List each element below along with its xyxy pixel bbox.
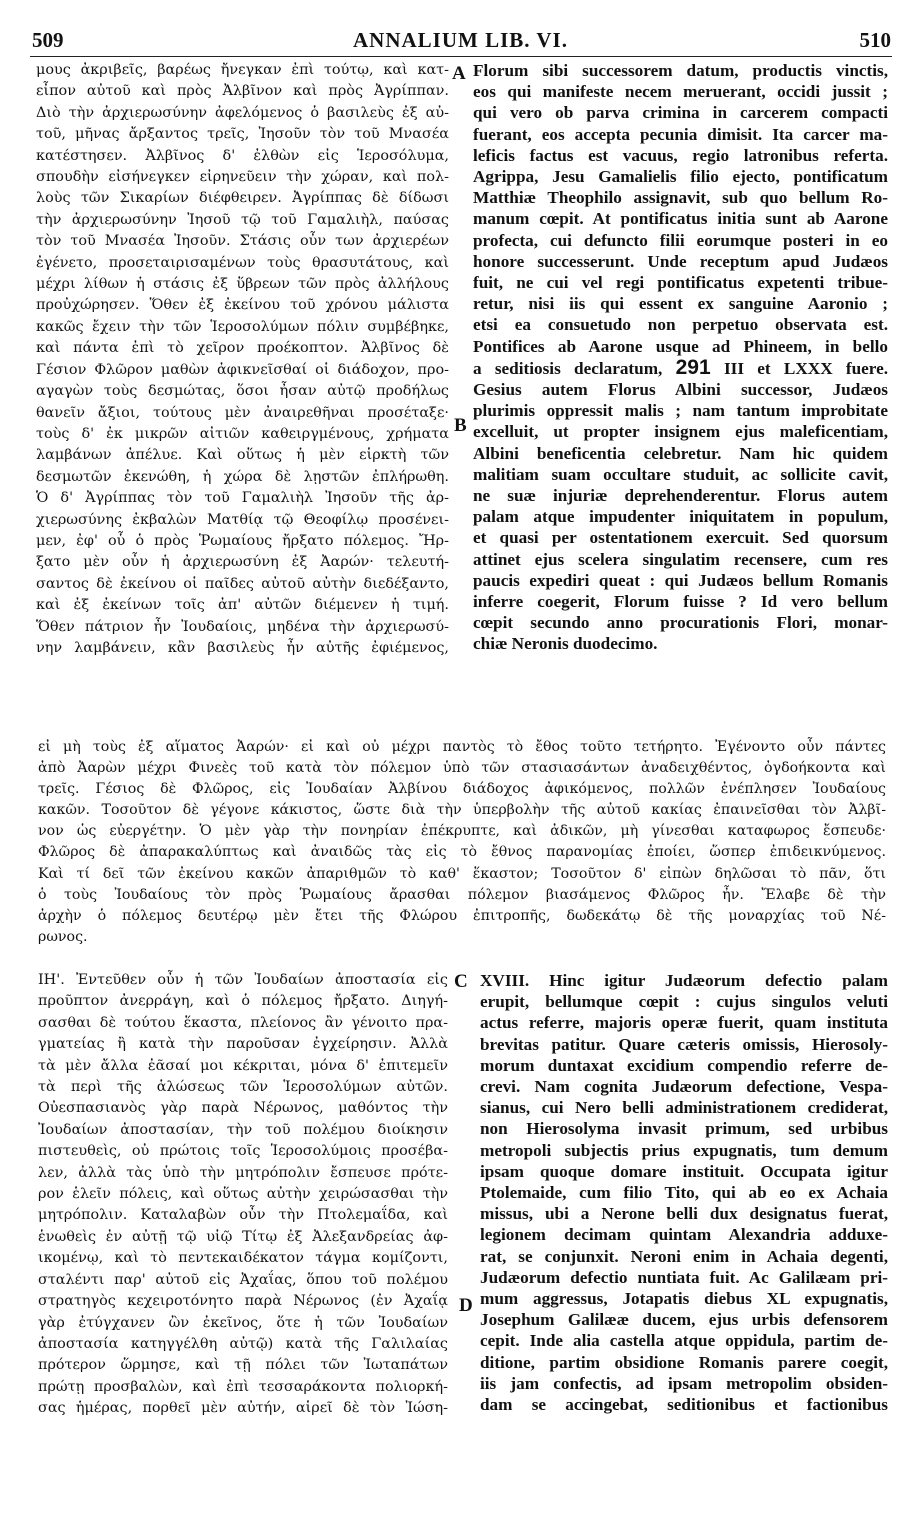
greek-line: Ὅθεν πάτριον ἦν Ἰουδαίοις, μηδένα τὴν ἀρχιερωσύ- [36,618,449,635]
latin-line: metropoli subjectis prius expugnatis, tum demum [480,1140,888,1160]
greek-line: μητρόπολιν. Καταλαβὼν οὖν τὴν Πτολεμαΐδα, καὶ [38,1207,448,1224]
latin-line: et quasi per ostentationem exercuit. Sed quorsum [473,528,888,548]
greek-line: προῦπτον ἀνερράγη, καὶ ὁ πόλεμος ἤρξατο. Διηγή- [38,993,448,1010]
greek-line: στρατηγὸς κεχειροτόνητο παρὰ Νέρωνος (ἐν Ἀχαΐᾳ [38,1293,448,1310]
greek-line: αγαγὼν τοὺς δεσμώτας, ὅσοι ἦσαν αὐτῷ προδήλως [36,383,449,400]
greek-line: ἐγένετο, προσεταιρισαμένων τοὺς θρασυτάτους, καὶ [36,254,449,271]
latin-line: Agrippa, Jesu Gamalielis filio ejecto, pontificatum [473,167,888,187]
greek-line: τοῦ, μῆνας ἄρξαντος τρεῖς, Ἰησοῦν τὸν τοῦ Μνασέα [36,126,449,143]
greek-line: ρον ἑλεῖν πόλεις, καὶ οὕτως αὐτὴν χειρώσασθαι τὴν [38,1186,448,1203]
latin-line: mum aggressus, Jotapatis diebus XL expugnatis, [480,1289,888,1309]
latin-line: crevi. Nam cognita Judæorum defectione, Vespa- [480,1077,888,1097]
latin-line: ne suæ injuriæ deprehenderentur. Florus autem [473,486,888,506]
latin-line: fuerant, eos accepta pecunia dimisit. Ita carcer ma- [473,124,888,144]
greek-line: θανεῖν ἄξιοι, τούτους μὲν ἀναιρεθῆναι προσέταξε· [36,404,449,421]
greek-line: Οὐεσπασιανὸς γὰρ παρὰ Νέρωνος, μαθόντος τὴν [38,1100,448,1117]
latin-line: etsi ea consuetudo non perpetuo observata est. [473,315,888,335]
greek-line: εἶπον αὐτοῦ καὶ πρὸς Ἀλβῖνον καὶ πρὸς Ἀγρίππαν. [36,83,449,100]
greek-line: εἰ μὴ τοὺς ἐξ αἵματος Ἀαρών· εἰ καὶ οὐ μέχρι παντὸς τὸ ἔθος τοῦτο τετήρητο. Ἐγένοντο οὖν πάντες [38,739,886,755]
latin-line: Josephum Galilææ ducem, ejus urbis defensorem [480,1310,888,1330]
greek-line: ὁ τοὺς Ἰουδαίους τὸν πρὸς Ῥωμαίους ἄρασθαι πόλεμον βιασάμενος Φλῶρος ἦν. Ἔλαβε δὲ τὴν [38,886,886,903]
latin-line: plurimis oppressit malis ; nam tantum improbitate [473,401,888,421]
greek-line: δεσμωτῶν ἐκενώθη, ἡ χώρα δὲ λῃστῶν ἐπλήρωθη. [36,468,449,485]
latin-line: missus, ubi a Nerone belli dux designatus fuerat, [480,1204,888,1224]
greek-line: ξατο μὲν οὖν ἡ ἀρχιερωσύνη ἐξ Ἀαρών· τελευτή- [36,554,449,571]
latin-line: attinet ejus scelera singulatim recensere, cum res [473,549,888,569]
greek-line: Διὸ τὴν ἀρχιερωσύνην ἀφελόμενος ὁ βασιλεὺς ἐξ αὐ- [36,104,449,121]
greek-line: ρωνος. [38,928,88,945]
greek-line: νον ὡς εὐεργέτην. Ὁ μὲν γὰρ τὴν πονηρίαν ἐπέκρυπτε, καὶ ἀδικῶν, μὴ γίνεσθαι καταφωρος ἔσπευδε· [38,823,886,840]
latin-line: manum cœpit. At pontificatus initia sunt ab Aarone [473,209,888,229]
greek-line: σας ἡμέρας, πορθεῖ μὲν αὐτήν, αἱρεῖ δὲ τὸν Ἰώση- [38,1400,448,1417]
greek-column-top [36,60,449,659]
greek-line: μέχρι λίθων ἡ στάσις ἐξ ὕβρεων τῶν πρὸς ἀλλήλους [36,276,449,293]
greek-line: τὰ περὶ τῆς ἁλώσεως τῶν Ἱεροσολύμων αὐτῶν. [38,1079,448,1096]
header-rule [30,56,892,57]
latin-line: Gesius autem Florus Albini successor, Judæos [473,380,888,400]
greek-line: λαμβάνων ἀπέλυε. Καὶ οὕτως ἡ μὲν εἱρκτὴ τῶν [36,447,449,464]
greek-line: σπουδὴν εἰσήνεγκεν εἰρηνεῦειν τὴν χώραν, καὶ πολ- [36,169,449,186]
margin-letter-d: D [459,1295,473,1316]
latin-line: dam se accingebat, seditionibus et factionibus [480,1395,888,1415]
latin-line: chiæ Neronis duodecimo. [473,634,658,654]
greek-line: Καὶ τί δεῖ τῶν ἐκείνου κακῶν ἀπαριθμῶν τὸ καθ' ἕκαστον; Τοσοῦτον δ' εἰπὼν δηλῶσαι τὸ πᾶν, ὅτι [38,865,886,882]
greek-line: λοὺς τῶν Σικαρίων διέφθειρεν. Ἀγρίππας δὲ δίδωσι [36,190,449,207]
greek-line: πρότερον ὥρμησε, καὶ τῇ πόλει τῶν Ἰωταπάτων [38,1357,448,1374]
latin-line: ipsam quoque domare instituit. Occupata igitur [480,1161,888,1181]
greek-line: σασθαι δὲ τούτου ἕκαστα, πλείονος ἂν γένοιτο πρα- [38,1014,448,1031]
latin-line: profecta, cui defuncto filii eorumque posteri in eo [473,230,888,250]
latin-line: palam atque impudenter iniquitatem in populum, [473,507,888,527]
greek-line: τὰ μὲν ἄλλα ἐᾶσαί μοι κέκριται, μόνα δ' ἐπιτεμεῖν [38,1057,448,1074]
greek-line: τὴν ἀρχιερωσύνην Ἰησοῦ τῷ τοῦ Γαμαλιὴλ, παύσας [36,211,449,228]
latin-line: Ptolemaide, cum filio Tito, qui ab eo ex Achaia [480,1183,888,1203]
latin-line: brevitas patitur. Quare cæteris omissis, Hierosoly- [480,1034,888,1054]
latin-line: inferre coegerit, Florum fuisse ? Id vero bellum [473,592,888,612]
latin-line: non Hierosolyma invasit primum, sed urbibus [480,1119,888,1139]
greek-line: καὶ ἐξ ἐκείνων τοῖς ἀπ' αὐτῶν διέμενεν ἡ τιμή. [36,597,449,614]
latin-line: erupit, bellumque cœpit : cujus singulos veluti [480,992,888,1012]
greek-line: Ὁ δ' Ἀγρίππας τὸν τοῦ Γαμαλιὴλ Ἰησοῦν τῆς ἀρ- [36,490,449,507]
greek-column-bottom [38,970,448,1420]
greek-line: τοὺς δ' ἐκ μικρῶν αἰτιῶν καθειργμένους, χρήματα [36,425,449,442]
latin-column-bottom [480,970,888,1415]
greek-line: γματείας ἢ κατὰ τὴν παροῦσαν ἐγχείρησιν. Ἀλλὰ [38,1036,448,1053]
margin-letter-c: C [454,971,468,992]
latin-line: morum duntaxat excidium compendio referre de- [480,1055,888,1075]
latin-line: Florum sibi successorem datum, productis vinctis, [473,61,888,80]
greek-full-width-paragraph [38,737,886,948]
greek-line: τρεῖς. Γέσιος δὲ Φλῶρος, εἰς Ἰουδαίαν Ἀλβίνου διάδοχος ἀφικόμενος, πολλῶν ἐνέπλησεν Ἰουδαίους [38,781,886,798]
greek-line: γὰρ ἐτύγχανεν ὢν ἐκεῖνος, ὅτε ἡ τῶν Ἰουδαίων [38,1314,448,1331]
page-number-left: 509 [32,28,64,52]
greek-line: σταλέντι παρ' αὐτοῦ εἰς Ἀχαΐας, ὅπου τοῦ πολέμου [38,1271,448,1288]
greek-line: ικομένῳ, καὶ τὸ πεντεκαιδέκατον τάγμα κομίζοντι, [38,1250,448,1267]
running-title: ANNALIUM LIB. VI. [353,28,568,52]
greek-line: Φλῶρος δὲ ἀπαρακαλύπτως καὶ ἀναιδῶς τὰς εἰς τὸ ἔθνος παρανομίας ἐποίει, ὥσπερ ἐπιδεικνύμενος. [38,844,886,861]
greek-line: προὐχώρησεν. Ὅθεν ἐξ ἐκείνου τοῦ χρόνου μάλιστα [36,297,449,314]
greek-line: χιερωσύνης ἐκβαλὼν Ματθίᾳ τῷ Θεοφίλῳ προσένει- [36,511,449,528]
latin-column-top [473,60,888,655]
latin-line: Matthiæ Theophilo assignavit, sub quo bellum Ro- [473,188,888,208]
greek-line: τὸν τοῦ Μνασέα Ἰησοῦν. Στάσις οὖν των ἀρχιερέων [36,233,449,250]
latin-line: leficis factus est vacuus, regio latronibus referta. [473,145,888,165]
greek-line: νην λαμβάνειν, κἂν βασιλεὺς ἦν αὐτῆς ἐφιέμενος, [36,639,449,656]
greek-line: καὶ πάντα ἐπὶ τὸ χεῖρον προέκοπτον. Ἀλβῖνος δὲ [36,340,449,357]
latin-line: actus referre, majoris operæ fuerit, quam instituta [480,1013,888,1033]
greek-line: μεν, ἐφ' οὗ ὁ πρὸς Ῥωμαίους ἤρξατο πόλεμος. Ἤρ- [36,532,449,549]
latin-line: eos qui manifeste necem meruerant, occidi jussit ; [473,82,888,102]
margin-letter-a: A [452,63,466,84]
latin-line: rat, se conjunxit. Neroni enim in Achaia degenti, [480,1246,888,1266]
greek-line: μους ἀκριβεῖς, βαρέως ἤνεγκαν ἐπὶ τούτῳ, καὶ κατ- [36,62,449,78]
greek-line: κακῶς ἔχειν τὴν τῶν Ἱεροσολύμων πόλιν συμβέβηκε, [36,318,449,335]
greek-line: κακῶν. Τοσοῦτον δὲ γέγονε κάκιστος, ὥστε διὰ τὴν ὑπερβολὴν τῆς αὐτοῦ κακίας ἐπαινεῖσθαι τὸν Ἀλβῖ- [38,802,886,819]
latin-line: honore successerunt. Unde receptum apud Judæos [473,251,888,271]
latin-line: cœpit secundo anno procurationis Flori, monar- [473,613,888,633]
section-number: 291 [675,356,711,379]
greek-line: ἀπὸ Ἀαρὼν μέχρι Φινεὲς τοῦ κατὰ τὸν πόλεμον ὑπὸ τῶν στασιασάντων ἀναδειχθέντος, ὀγδοήκοντα καὶ [38,760,886,777]
latin-line: ditione, partim obsidione Romanis parere coegit, [480,1352,888,1372]
latin-line-end: III et LXXX fuere. [723,358,888,378]
greek-line: κατέστησεν. Ἀλβῖνος δ' ἐλθὼν εἰς Ἱεροσόλυμα, [36,147,449,164]
latin-line: qui vero ob parva crimina in carcerem compacti [473,103,888,123]
greek-line: Γέσιον Φλῶρον μαθὼν ἀφικνεῖσθαί οἱ διάδοχον, προ- [36,361,449,378]
greek-line: σαντος δὲ ἐκείνου οἱ παῖδες αὐτοῦ αὐτὴν διεδέξαντο, [36,575,449,592]
latin-line-start: a seditiosis declaratum, [473,358,663,378]
latin-lines-lower [473,379,888,655]
page-number-right: 510 [859,28,891,52]
latin-line: sianus, cui Nero belli administrationem crediderat, [480,1098,888,1118]
latin-line: iis jam confectis, ad ipsam metropolim obsiden- [480,1373,888,1393]
latin-line: cepit. Inde alia castella atque oppidula, partim de- [480,1331,888,1351]
latin-lines-upper [473,60,888,357]
latin-line: XVIII. Hinc igitur Judæorum defectio palam [480,971,888,990]
latin-line: fuit, ne cui vel regi pontificatus expetenti tribue- [473,273,888,293]
latin-line: retur, nisi iis qui essent ex sanguine Aaronio ; [473,294,888,314]
greek-line: ἑνωθεὶς ἐν αὐτῇ τῷ υἱῷ Τίτῳ ἐξ Ἀλεξανδρείας ἀφ- [38,1228,448,1245]
greek-line: ΙΗ'. Ἐντεῦθεν οὖν ἡ τῶν Ἰουδαίων ἀποστασία εἰς [38,972,448,988]
latin-line-with-number [473,357,888,379]
latin-line: Albini beneficentia celebretur. Nam hic quidem [473,443,888,463]
greek-line: λεν, ἀλλὰ τὰς ὑπὸ τὴν μητρόπολιν ἔσπευσε πρότε- [38,1164,448,1181]
greek-line: ἀρχὴν ὁ πόλεμος δευτέρῳ μὲν ἔτει τῆς Φλώρου ἐπιτροπῆς, δωδεκάτῳ δὲ τῆς μοναρχίας τοῦ Νέ- [38,907,886,924]
greek-line: πρώτῃ προσβαλὼν, καὶ ἐπὶ τεσσαράκοντα πολιορκή- [38,1378,448,1395]
greek-line: Ἰουδαίων ἀποστασίαν, τὴν τοῦ πολέμου διοίκησιν [38,1121,448,1138]
latin-line: Pontifices ab Aarone usque ad Phineem, in bello [473,336,888,356]
margin-letter-b: B [454,415,467,436]
latin-line: excelluit, ut propter insignem ejus maleficentiam, [473,422,888,442]
latin-line: paucis expediri queat : qui Judæos bellum Romanis [473,570,888,590]
latin-line: legionem decimam quintam Alexandria adduxe- [480,1225,888,1245]
latin-line: Judæorum defectio nuntiata fuit. Ac Galilæam pri- [480,1267,888,1287]
latin-line: malitiam suam occultare studuit, ac sollicite cavit, [473,464,888,484]
greek-line: πιστευθεὶς, οὐ πρώτοις τοῖς Ἱεροσολύμοις προσέβα- [38,1143,448,1160]
greek-line: ἀποστασία κατηγγέλθη αὐτῷ) κατὰ τῆς Γαλιλαίας [38,1335,448,1352]
